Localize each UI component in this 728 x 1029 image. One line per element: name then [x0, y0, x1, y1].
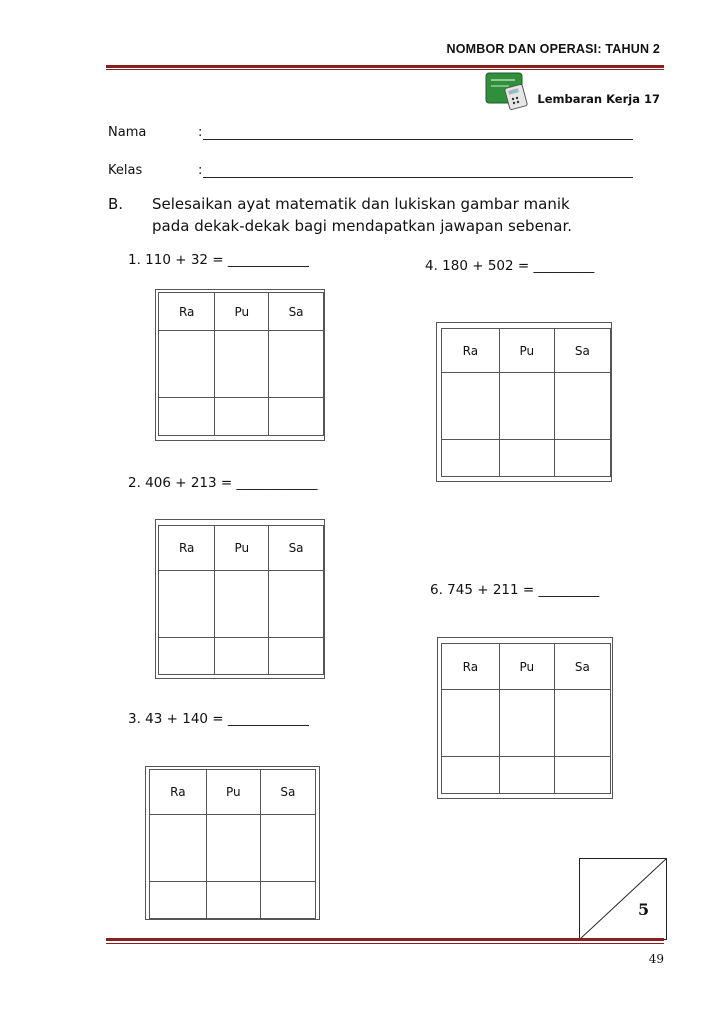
bead-area-sa[interactable]: [269, 331, 324, 398]
section-instruction: [152, 193, 672, 237]
bead-area-pu[interactable]: [499, 690, 554, 757]
col-header-pu: Pu: [206, 770, 260, 815]
col-header-pu: Pu: [215, 526, 269, 571]
class-label: Kelas: [108, 163, 143, 178]
bead-area-pu[interactable]: [499, 373, 554, 440]
answer-cell-sa[interactable]: [269, 638, 324, 675]
worksheet-topic-title: NOMBOR DAN OPERASI: TAHUN 2: [446, 42, 660, 56]
section-letter: B.: [108, 195, 124, 213]
answer-cell-pu[interactable]: [499, 440, 554, 477]
col-header-sa: Sa: [269, 526, 324, 571]
bead-area-sa[interactable]: [554, 690, 610, 757]
col-header-pu: Pu: [215, 293, 269, 331]
answer-cell-sa[interactable]: [260, 882, 315, 919]
bead-area-sa[interactable]: [269, 571, 324, 638]
page-number: 49: [648, 952, 664, 966]
col-header-ra: Ra: [442, 329, 500, 373]
question-6: 6. 745 + 211 = _________: [430, 582, 600, 598]
place-value-table-1: [158, 292, 324, 436]
question-4: 4. 180 + 502 = _________: [425, 258, 595, 274]
col-header-sa: Sa: [269, 293, 324, 331]
bead-area-ra[interactable]: [442, 690, 500, 757]
class-field[interactable]: [203, 177, 633, 178]
instruction-line-1: Selesaikan ayat matematik dan lukiskan gambar manik: [152, 195, 570, 213]
col-header-pu: Pu: [499, 329, 554, 373]
col-header-pu: Pu: [499, 644, 554, 690]
answer-cell-ra[interactable]: [150, 882, 207, 919]
class-colon: :: [198, 163, 203, 178]
footer-rule-thin: [106, 943, 664, 944]
answer-cell-pu[interactable]: [206, 882, 260, 919]
answer-cell-sa[interactable]: [269, 398, 324, 436]
answer-cell-ra[interactable]: [442, 440, 500, 477]
worksheet-number: Lembaran Kerja 17: [537, 92, 660, 106]
footer-rule: [106, 938, 664, 941]
col-header-sa: Sa: [554, 329, 610, 373]
bead-area-sa[interactable]: [554, 373, 610, 440]
place-value-table-6: [441, 643, 611, 794]
answer-cell-sa[interactable]: [554, 440, 610, 477]
bead-area-ra[interactable]: [159, 331, 215, 398]
col-header-ra: Ra: [150, 770, 207, 815]
header-rule: [106, 65, 664, 68]
question-1: 1. 110 + 32 = ____________: [128, 252, 309, 268]
instruction-line-2: pada dekak-dekak bagi mendapatkan jawapan sebenar.: [152, 217, 573, 235]
col-header-sa: Sa: [260, 770, 315, 815]
col-header-ra: Ra: [442, 644, 500, 690]
place-value-table-2: [158, 525, 324, 675]
header-rule-thin: [106, 69, 664, 70]
answer-cell-sa[interactable]: [554, 757, 610, 794]
col-header-ra: Ra: [159, 526, 215, 571]
score-box: [579, 858, 667, 940]
answer-cell-ra[interactable]: [159, 638, 215, 675]
bead-area-sa[interactable]: [260, 815, 315, 882]
answer-cell-ra[interactable]: [159, 398, 215, 436]
name-field[interactable]: [203, 139, 633, 140]
score-total: 5: [638, 900, 650, 919]
bead-area-pu[interactable]: [215, 331, 269, 398]
bead-area-ra[interactable]: [442, 373, 500, 440]
answer-cell-ra[interactable]: [442, 757, 500, 794]
bead-area-ra[interactable]: [159, 571, 215, 638]
question-2: 2. 406 + 213 = ____________: [128, 475, 318, 491]
col-header-sa: Sa: [554, 644, 610, 690]
place-value-table-3: [149, 769, 316, 919]
answer-cell-pu[interactable]: [499, 757, 554, 794]
question-3: 3. 43 + 140 = ____________: [128, 711, 309, 727]
name-label: Nama: [108, 125, 147, 140]
bead-area-pu[interactable]: [206, 815, 260, 882]
col-header-ra: Ra: [159, 293, 215, 331]
place-value-table-4: [441, 328, 611, 477]
answer-cell-pu[interactable]: [215, 398, 269, 436]
bead-area-ra[interactable]: [150, 815, 207, 882]
bead-area-pu[interactable]: [215, 571, 269, 638]
name-colon: :: [198, 125, 203, 140]
answer-cell-pu[interactable]: [215, 638, 269, 675]
